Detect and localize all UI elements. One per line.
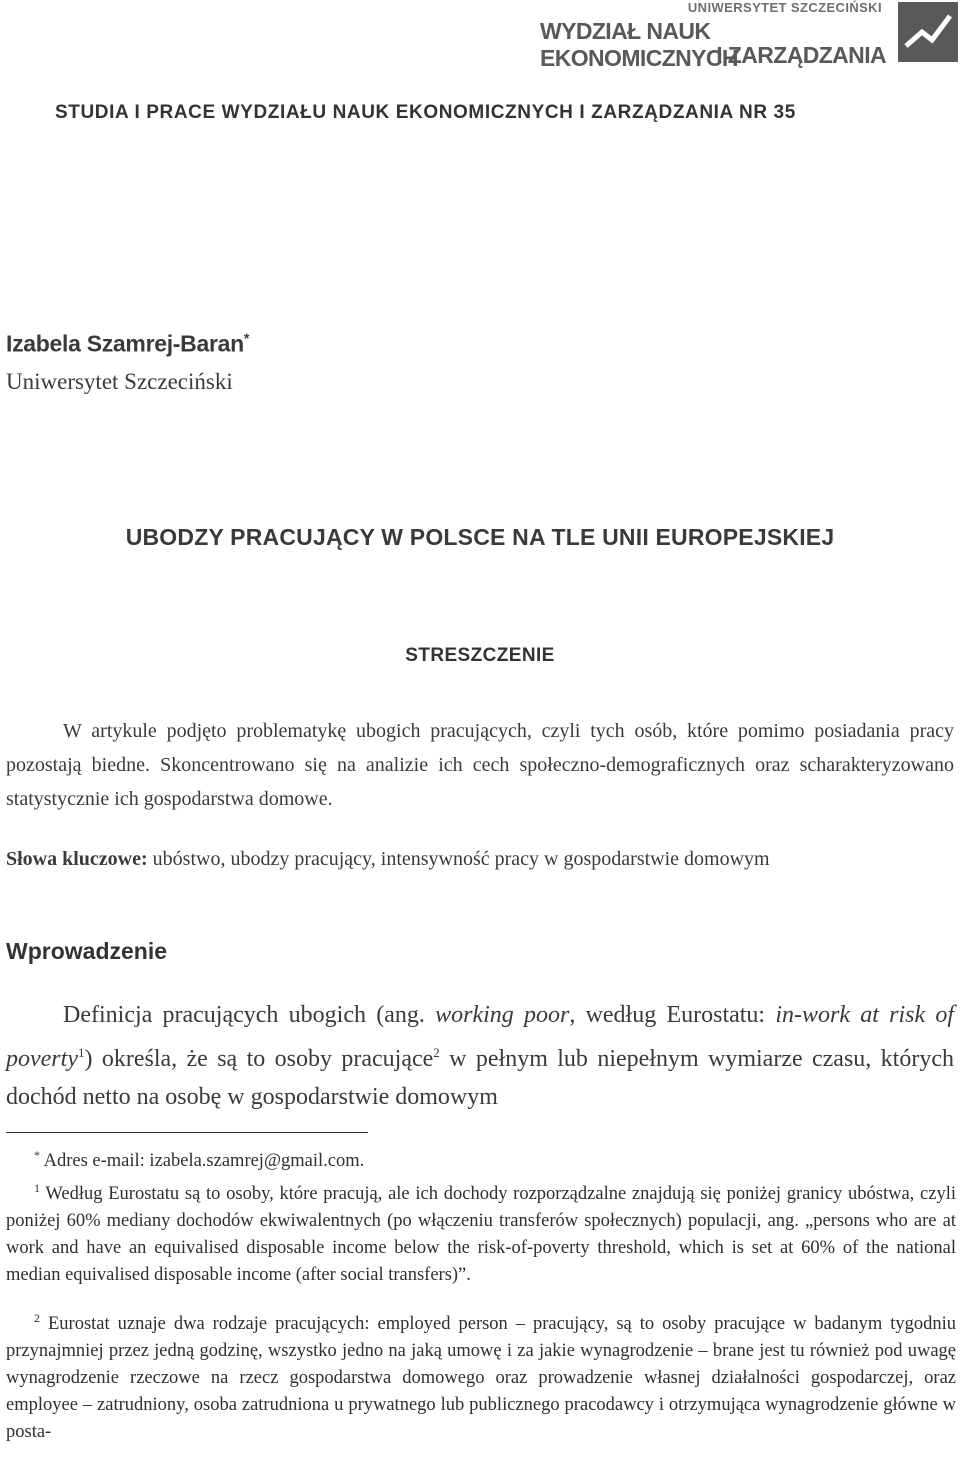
keywords — [6, 845, 954, 873]
footnote-1-text: Według Eurostatu są to osoby, które pracują, ale ich dochody rozporządzalne znajdują się poniżej granicy ubóstwa, czyli poniżej 60% mediany dochodów ekwiwalentnych (po włączeniu transferów społecznych) populacji, ang. „persons who are at work and have an equivalised disposable income below the risk-of-poverty threshold, which is set at 60% of the national median equivalised disposable income (after social transfers)”. — [6, 1184, 956, 1286]
footnote-1 — [6, 1175, 956, 1289]
logo-faculty-line1: WYDZIAŁ NAUK EKONOMICZNYCH — [540, 18, 738, 71]
faculty-logo — [540, 0, 960, 70]
footnote-email-marker: * — [34, 1148, 40, 1162]
logo-faculty-line2: I ZARZĄDZANIA — [716, 42, 886, 68]
intro-term-working-poor: working poor — [435, 1002, 570, 1028]
introduction-paragraph — [6, 996, 954, 1116]
footnote-1-marker: 1 — [34, 1181, 40, 1196]
journal-series-title: STUDIA I PRACE WYDZIAŁU NAUK EKONOMICZNYCH I ZARZĄDZANIA NR 35 — [55, 102, 796, 123]
intro-text-a: Definicja pracujących ubogich (ang. — [63, 1002, 436, 1028]
footnote-ref-1: 1 — [77, 1045, 85, 1060]
footnote-2 — [6, 1305, 956, 1446]
footnotes — [6, 1142, 956, 1446]
logo-university-text: UNIWERSYTET SZCZECIŃSKI — [687, 0, 882, 15]
abstract-body: W artykule podjęto problematykę ubogich pracujących, czyli tych osób, które pomimo posiadania pracy pozostają biedne. Skoncentrowano się na analizie ich cech społeczno-demograficznych oraz scharakteryzowano statystycznie ich gospodarstwa domowe. — [6, 720, 954, 810]
footnote-divider — [6, 1132, 368, 1133]
author-affiliation: Uniwersytet Szczeciński — [6, 369, 233, 394]
abstract-text — [6, 714, 954, 816]
abstract-heading: STRESZCZENIE — [405, 645, 555, 666]
keywords-list: ubóstwo, ubodzy pracujący, intensywność pracy w gospodarstwie domowym — [147, 848, 770, 870]
intro-text-c: ) określa, że są to osoby pracujące — [84, 1046, 434, 1072]
author-name — [6, 330, 249, 358]
keywords-label: Słowa kluczowe: — [6, 848, 148, 870]
footnote-2-text: Eurostat uznaje dwa rodzaje pracujących: employed person – pracujący, są to osoby pracujące w badanym tygodniu przynajmniej przez jedną godzinę, wszystko jedno na jaką umowę i za jakie wynagrodzenie – brane jest tu również pod uwagę wynagrodzenie rzeczowe na rzecz gospodarstwa domowego oraz prowadzenie własnej działalności gospodarczej, oraz employee – zatrudniony, osoba zatrudniona u prywatnego lub publicznego pracodawcy i otrzymująca wynagrodzenie główne w posta- — [6, 1314, 956, 1443]
author-name-text: Izabela Szamrej-Baran — [6, 330, 244, 357]
article-title: UBODZY PRACUJĄCY W POLSCE NA TLE UNII EUROPEJSKIEJ — [125, 524, 835, 550]
footnote-2-marker: 2 — [34, 1311, 40, 1326]
footnote-ref-2: 2 — [433, 1045, 440, 1060]
intro-text-b: , według Eurostatu: — [569, 1002, 776, 1028]
logo-mark-icon — [898, 2, 958, 62]
footnote-email-text: Adres e-mail: izabela.szamrej@gmail.com. — [40, 1151, 365, 1172]
introduction-heading: Wprowadzenie — [6, 938, 168, 964]
author-footnote-marker: * — [243, 330, 250, 346]
footnote-email — [6, 1142, 956, 1175]
intro-term-in-work: in-work at risk of poverty — [6, 1002, 955, 1072]
intro-text-d: w pełnym lub niepełnym wymiarze czasu, których dochód netto na osobę w gospodarstwie domowym — [6, 1046, 954, 1110]
